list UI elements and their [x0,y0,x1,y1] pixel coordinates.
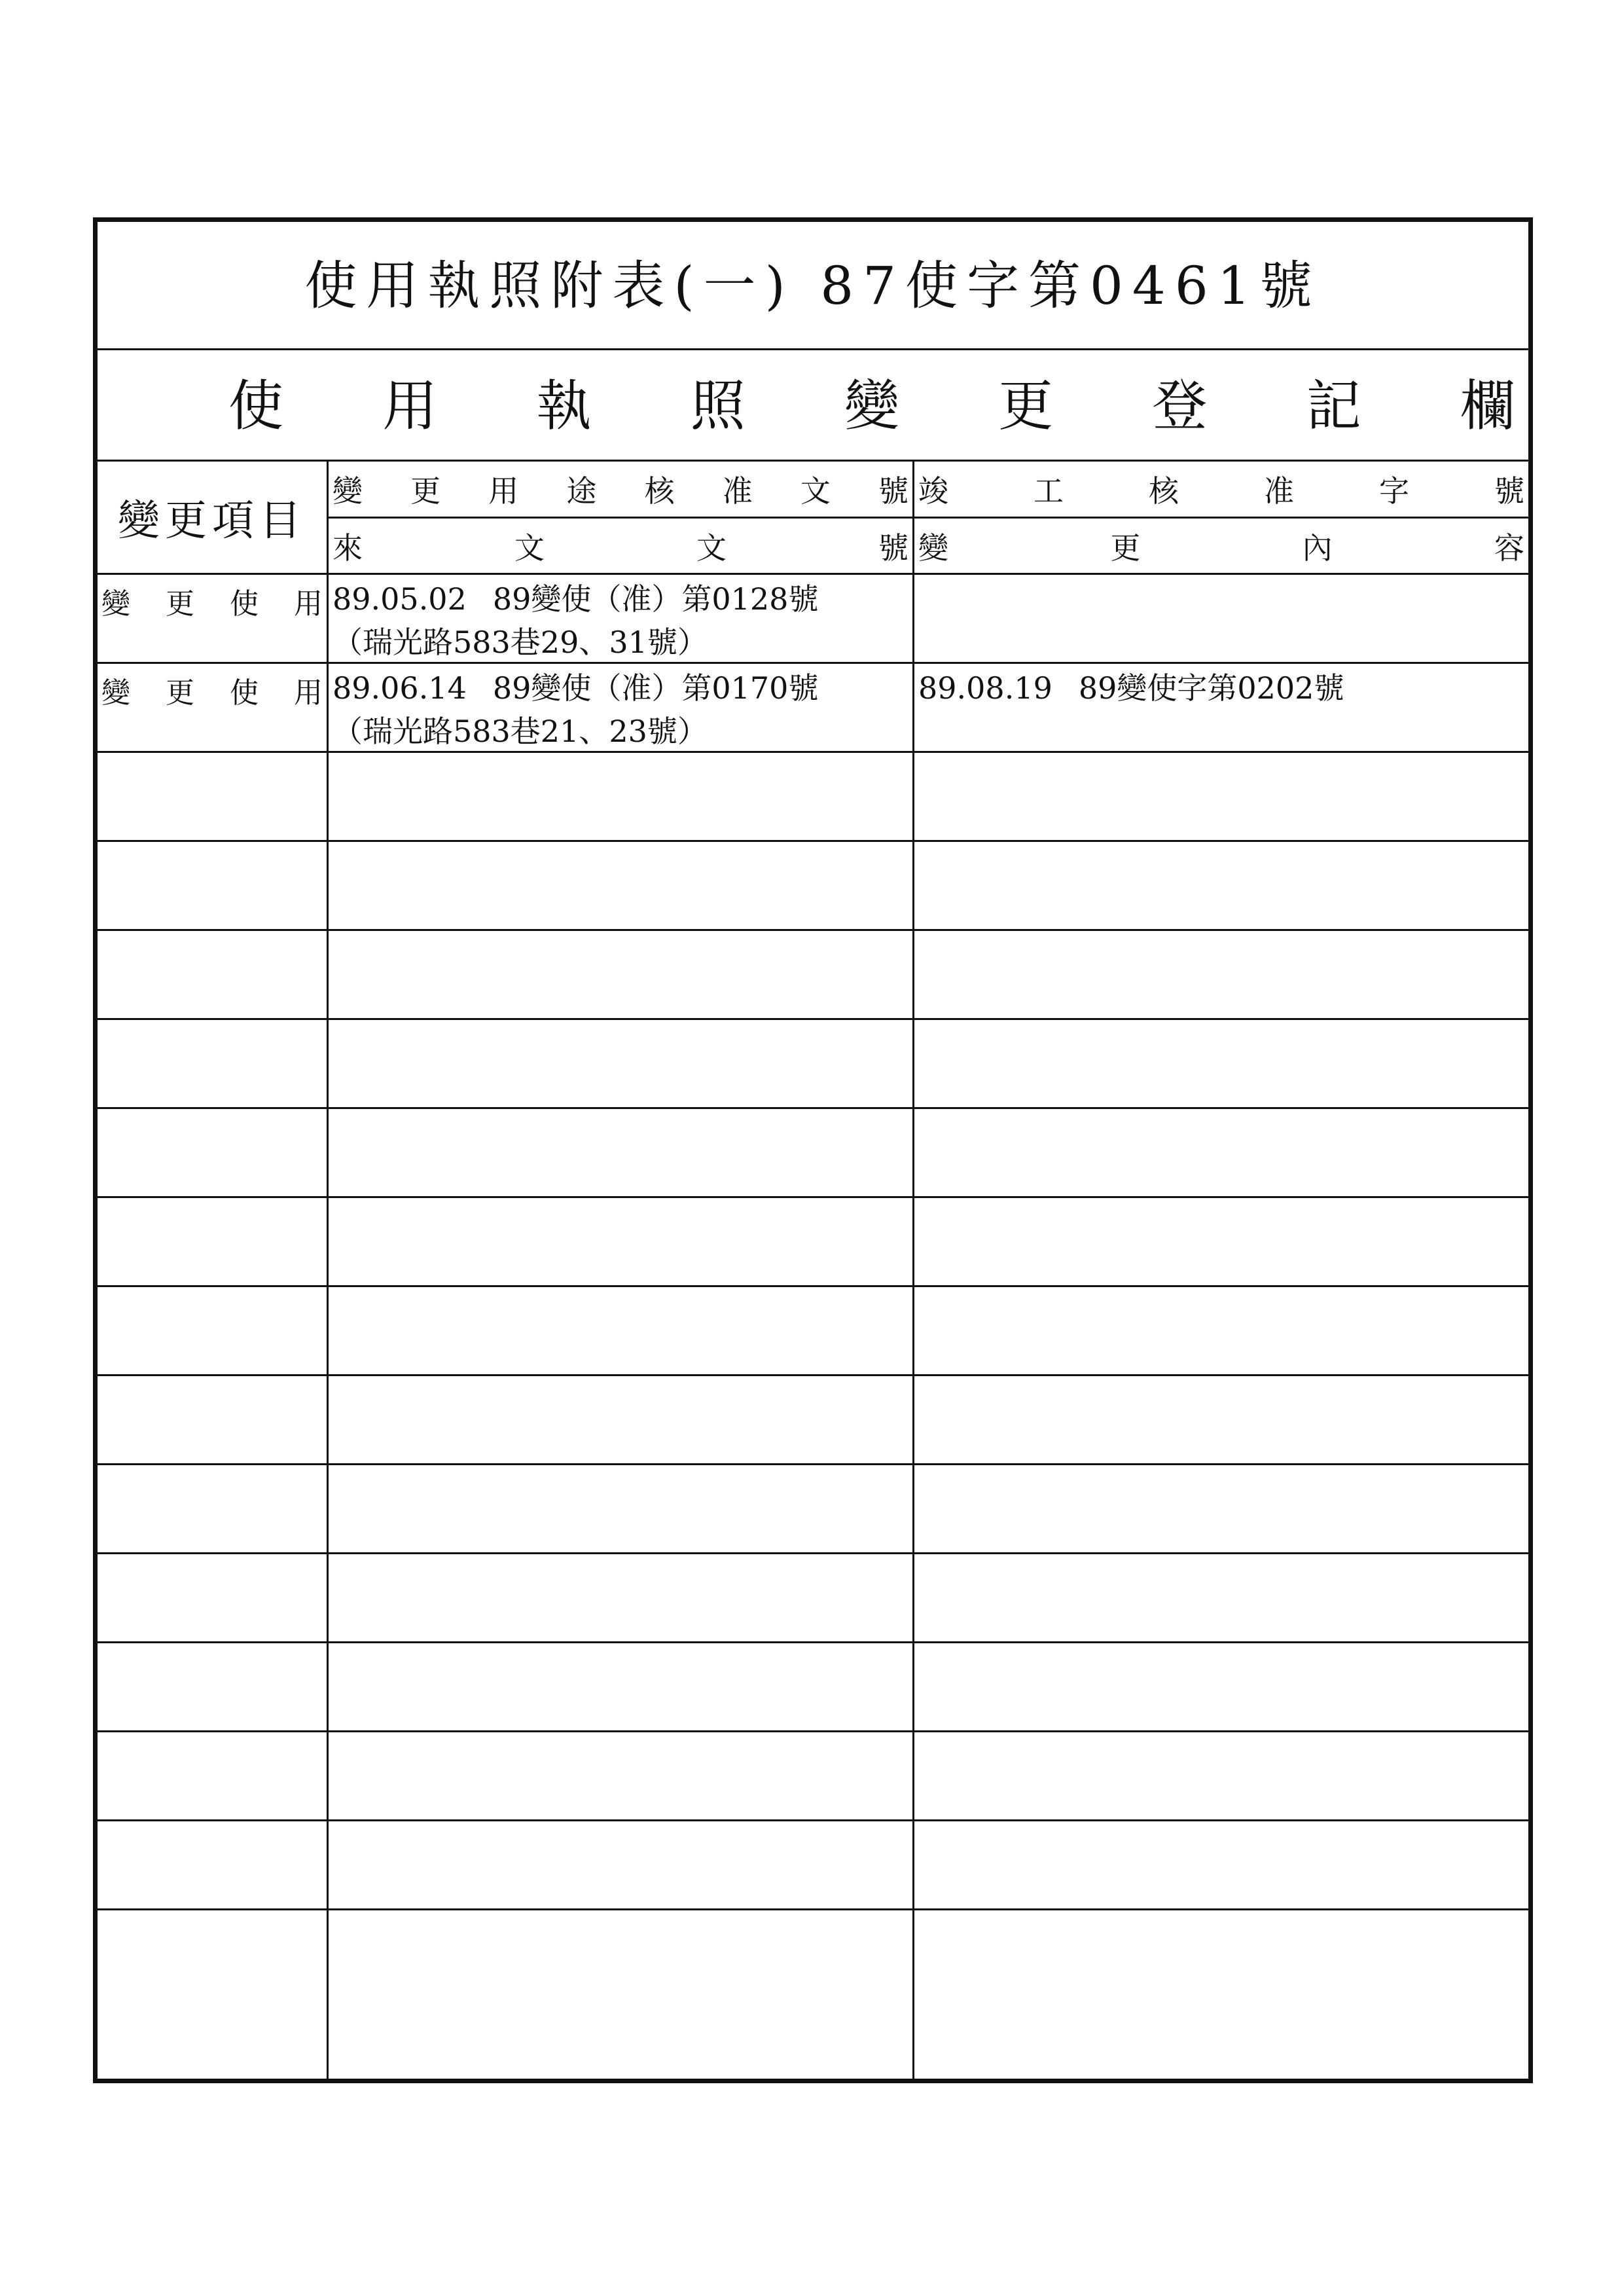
header-change-content: 變 更 內 容 [918,530,1524,566]
section-title [98,350,1528,462]
row-line [98,1552,1528,1554]
row-line [98,1107,1528,1109]
row-1-change-item: 變 更 使 用 [101,587,323,621]
row-line [98,1018,1528,1020]
document-title: 使用執照附表(一) 87使字第0461號 [98,222,1528,350]
row-line [98,1285,1528,1287]
row-line [98,1196,1528,1198]
row-line [98,1641,1528,1643]
row-1-doc-no: 89變使（准）第0128號 [492,581,819,617]
header-approval-doc-number: 變 更 用 途 核 准 文 號 [333,473,908,509]
row-2-approval-doc [329,664,912,751]
row-line [98,1908,1528,1910]
row-2-completion-date: 89.08.19 [918,670,1052,706]
row-line [98,751,1528,753]
row-2-address: （瑞光路583巷21、23號） [333,714,708,749]
section-title-char: 記 [1306,374,1361,438]
row-1-date: 89.05.02 [333,581,467,617]
section-title-char: 用 [382,374,438,438]
section-title-char: 照 [690,374,746,438]
header-change-item: 變更項目 [118,497,306,545]
row-2-doc-line [333,666,908,710]
row-2-date: 89.06.14 [333,670,467,706]
row-line [98,1463,1528,1465]
row-line [98,1374,1528,1376]
row-line [98,1819,1528,1821]
header-incoming-doc-number: 來 文 文 號 [333,530,908,566]
section-title-char: 使 [228,374,284,438]
row-2-completion-no: 89變使字第0202號 [1078,670,1344,706]
row-1-completion [914,575,1528,662]
row-1-approval-doc [329,575,912,662]
row-1-address: （瑞光路583巷29、31號） [333,625,708,660]
section-title-char: 登 [1152,374,1208,438]
section-title-char: 執 [536,374,592,438]
section-title-char: 欄 [1460,374,1515,438]
section-title-char: 更 [998,374,1054,438]
row-line [98,840,1528,842]
row-1-doc-line [333,577,908,621]
row-2-change-item: 變 更 使 用 [101,676,323,710]
change-registry-grid [98,462,1528,2079]
license-annex-table [93,217,1533,2083]
row-line [98,929,1528,931]
row-2-doc-no: 89變使（准）第0170號 [492,670,819,706]
row-line [98,1730,1528,1732]
row-2-completion [914,664,1528,751]
header-completion-approval-number: 竣 工 核 准 字 號 [918,473,1524,509]
section-title-char: 變 [844,374,899,438]
